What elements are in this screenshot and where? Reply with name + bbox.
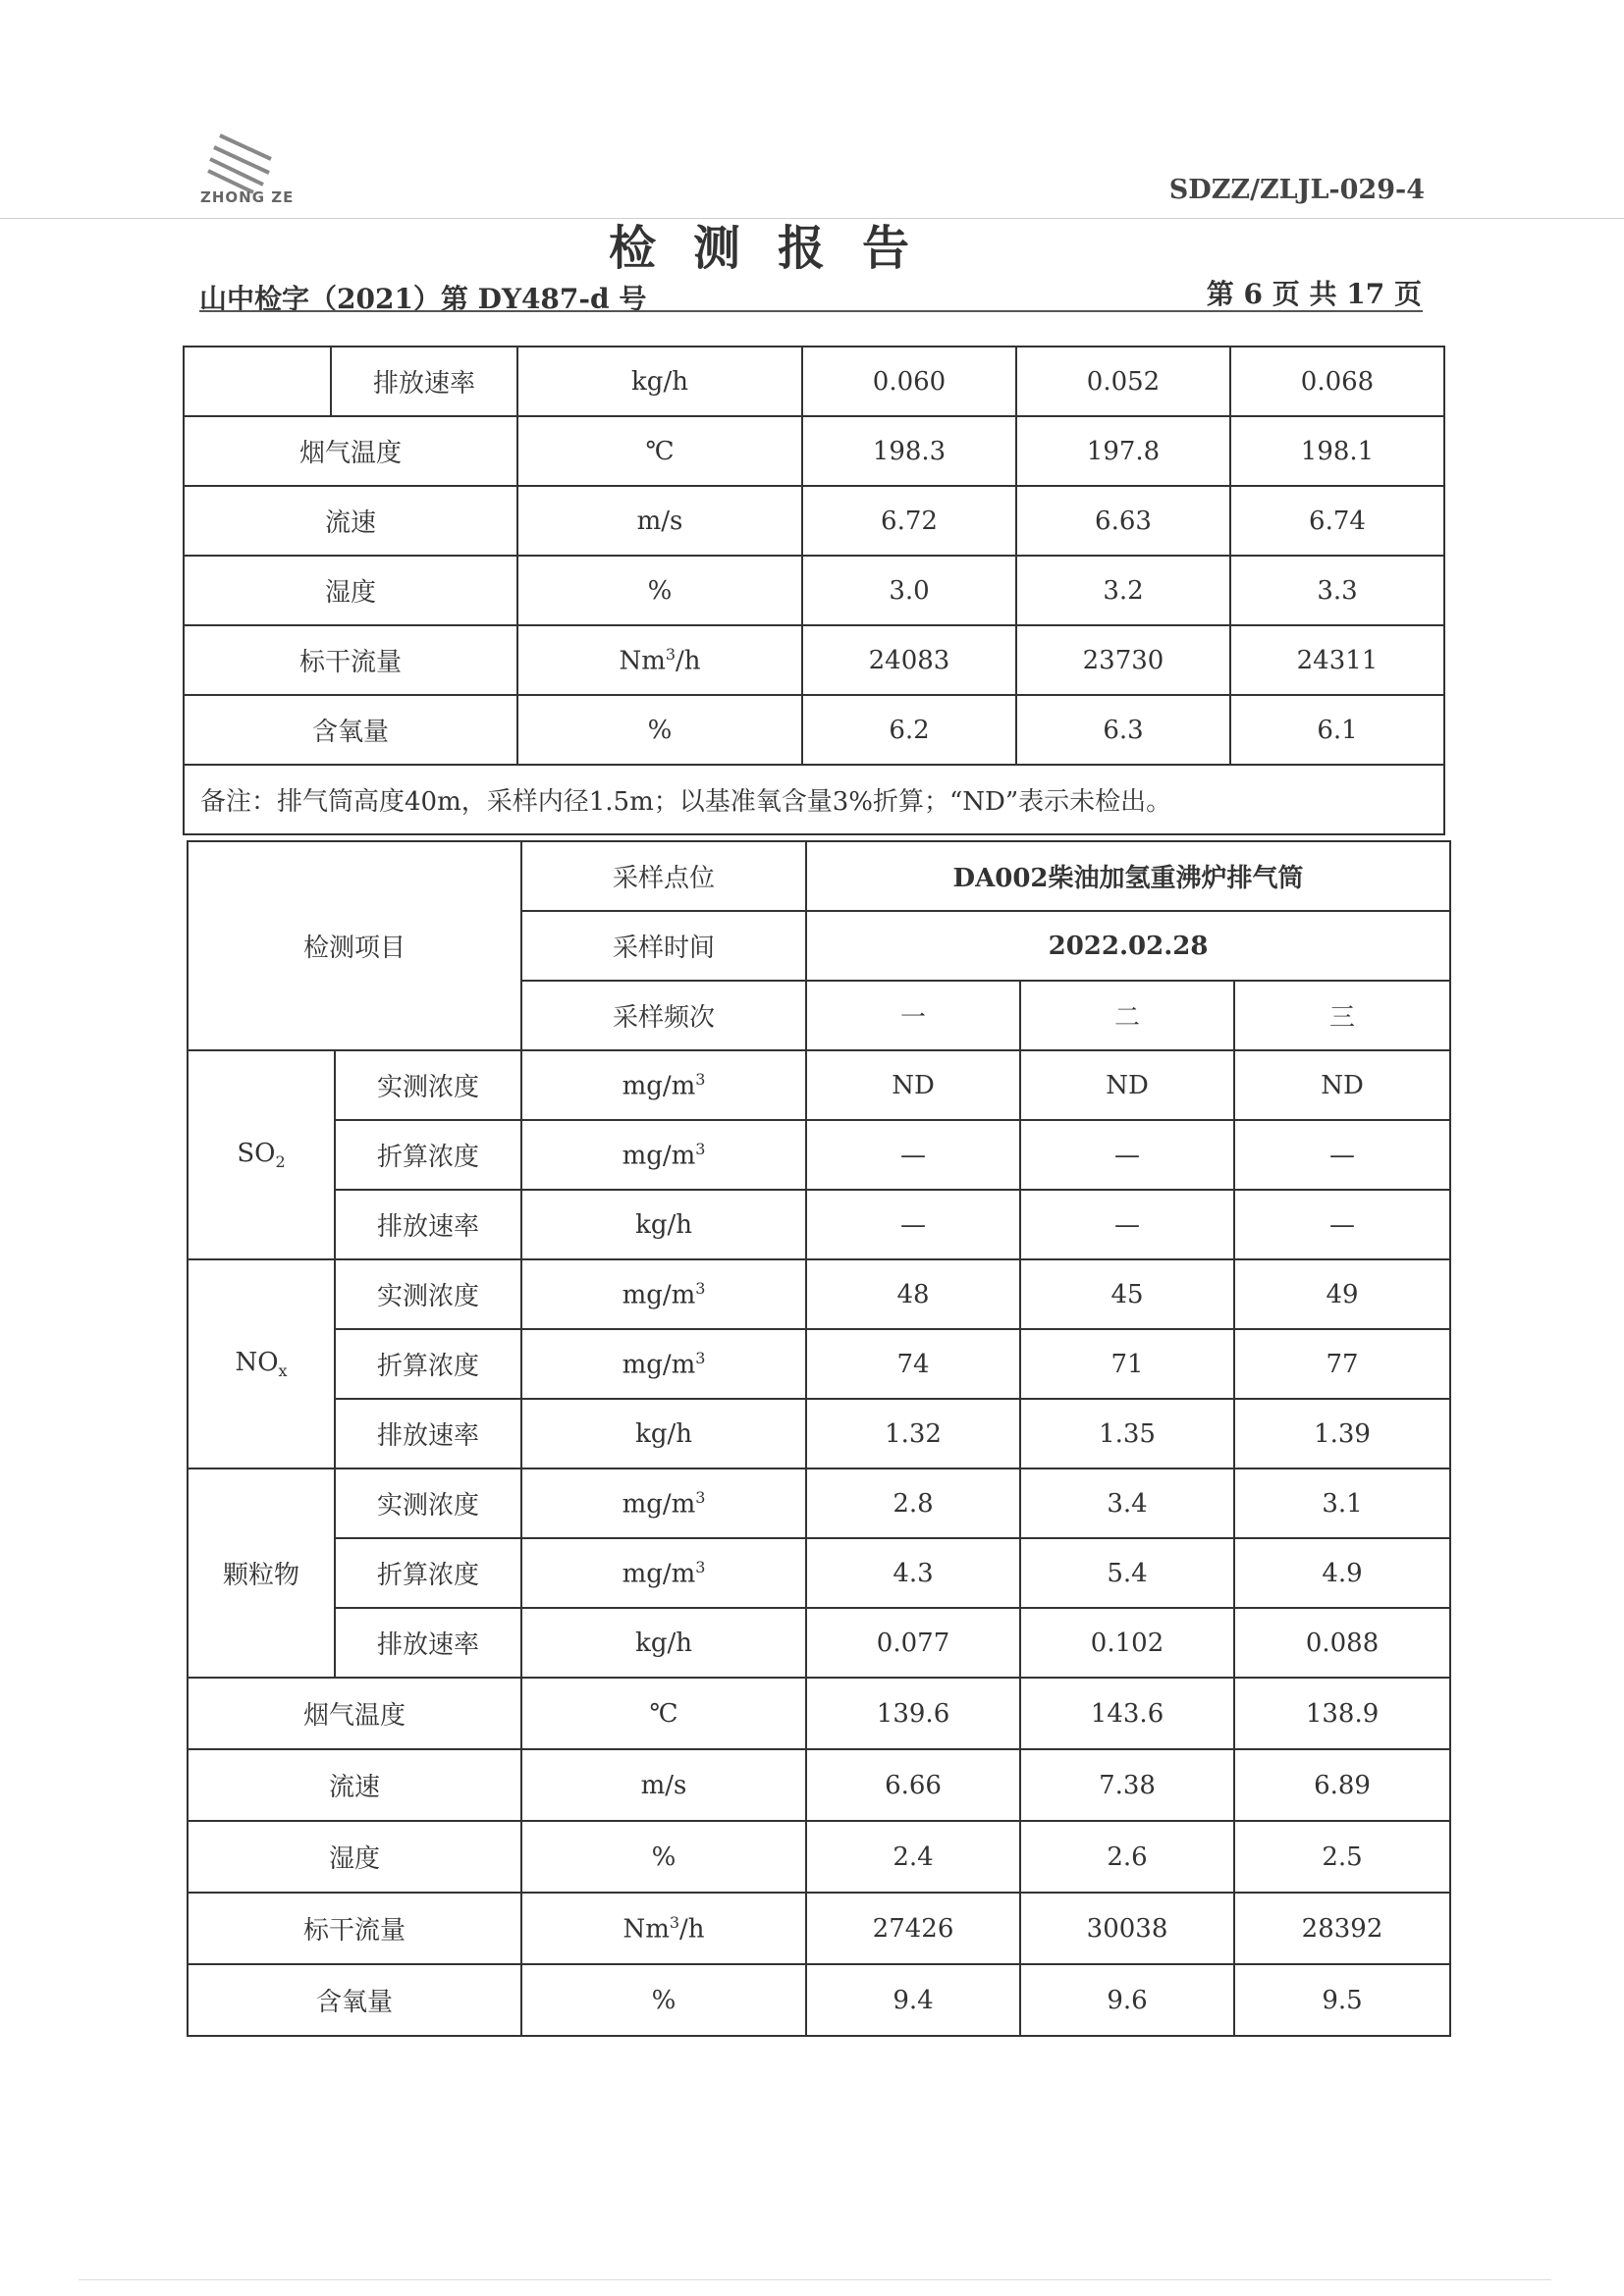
value-cell: 77 <box>1234 1329 1450 1399</box>
value-cell: — <box>1234 1190 1450 1259</box>
value-cell: 2.5 <box>1234 1821 1450 1893</box>
report-number: 山中检字（2021）第 DY487-d 号 <box>199 283 647 315</box>
param-cell: 流速 <box>188 1749 521 1821</box>
table-row <box>188 1190 1450 1259</box>
value-cell: 71 <box>1020 1329 1234 1399</box>
value-cell: 197.8 <box>1016 416 1230 486</box>
value-cell: 6.1 <box>1230 695 1444 765</box>
param-cell: 湿度 <box>188 1821 521 1893</box>
value-cell: 74 <box>806 1329 1020 1399</box>
param-cell: 排放速率 <box>331 347 517 416</box>
value-cell: 139.6 <box>806 1678 1020 1749</box>
time-label: 采样时间 <box>521 911 806 981</box>
param-cell: 排放速率 <box>335 1399 521 1468</box>
param-cell: 实测浓度 <box>335 1259 521 1329</box>
value-cell: 6.2 <box>802 695 1016 765</box>
unit-cell: % <box>517 695 802 765</box>
value-cell: 3.1 <box>1234 1468 1450 1538</box>
value-cell: — <box>806 1190 1020 1259</box>
table-row <box>188 1821 1450 1893</box>
unit-cell: kg/h <box>521 1608 806 1678</box>
table-row <box>188 1329 1450 1399</box>
param-cell: 排放速率 <box>335 1608 521 1678</box>
value-cell: 2.6 <box>1020 1821 1234 1893</box>
param-cell: 标干流量 <box>184 625 517 695</box>
unit-cell: $mg/m^3$ <box>521 1329 806 1399</box>
value-cell: 27426 <box>806 1893 1020 1964</box>
param-cell: 折算浓度 <box>335 1538 521 1608</box>
value-cell: 45 <box>1020 1259 1234 1329</box>
value-cell: ND <box>1234 1050 1450 1120</box>
value-cell: 3.2 <box>1016 556 1230 625</box>
param-cell: 湿度 <box>184 556 517 625</box>
value-cell: 5.4 <box>1020 1538 1234 1608</box>
item-header: 检测项目 <box>188 841 521 1050</box>
value-cell: — <box>1020 1120 1234 1190</box>
value-cell: 6.66 <box>806 1749 1020 1821</box>
note-row <box>184 765 1444 834</box>
results-table-continued <box>183 346 1445 835</box>
param-cell: 实测浓度 <box>335 1050 521 1120</box>
value-cell: 24311 <box>1230 625 1444 695</box>
freq-label: 采样频次 <box>521 981 806 1050</box>
value-cell: 28392 <box>1234 1893 1450 1964</box>
unit-cell: kg/h <box>517 347 802 416</box>
value-cell: 9.6 <box>1020 1964 1234 2036</box>
table-row <box>184 695 1444 765</box>
table-row <box>188 1608 1450 1678</box>
value-cell: 2.4 <box>806 1821 1020 1893</box>
value-cell: 4.3 <box>806 1538 1020 1608</box>
table-row <box>188 1678 1450 1749</box>
time-value: 2022.02.28 <box>806 911 1450 981</box>
point-value: DA002柴油加氢重沸炉排气筒 <box>806 841 1450 911</box>
param-cell: 实测浓度 <box>335 1468 521 1538</box>
page-title: 检测报告 <box>609 221 947 276</box>
table-row <box>188 1893 1450 1964</box>
table-row <box>188 1050 1450 1120</box>
table-row <box>188 1749 1450 1821</box>
value-cell: 9.4 <box>806 1964 1020 2036</box>
value-cell: 1.32 <box>806 1399 1020 1468</box>
value-cell: 0.088 <box>1234 1608 1450 1678</box>
value-cell: 6.89 <box>1234 1749 1450 1821</box>
value-cell: 6.63 <box>1016 486 1230 556</box>
value-cell: 198.1 <box>1230 416 1444 486</box>
value-cell: 3.4 <box>1020 1468 1234 1538</box>
table-row <box>184 625 1444 695</box>
value-cell: 7.38 <box>1020 1749 1234 1821</box>
param-cell: 折算浓度 <box>335 1329 521 1399</box>
group-cell-blank <box>184 347 331 416</box>
unit-cell: $mg/m^3$ <box>521 1050 806 1120</box>
unit-cell: % <box>521 1821 806 1893</box>
value-cell: 198.3 <box>802 416 1016 486</box>
value-cell: ND <box>806 1050 1020 1120</box>
freq-cell: 三 <box>1234 981 1450 1050</box>
value-cell: 138.9 <box>1234 1678 1450 1749</box>
unit-cell: m/s <box>517 486 802 556</box>
value-cell: 0.068 <box>1230 347 1444 416</box>
table-row <box>184 347 1444 416</box>
value-cell: 3.3 <box>1230 556 1444 625</box>
param-cell: 烟气温度 <box>188 1678 521 1749</box>
value-cell: 0.077 <box>806 1608 1020 1678</box>
unit-cell: Nm$^3$/h <box>517 625 802 695</box>
value-cell: 49 <box>1234 1259 1450 1329</box>
param-cell: 标干流量 <box>188 1893 521 1964</box>
value-cell: 3.0 <box>802 556 1016 625</box>
pollutant-particulates: 颗粒物 <box>188 1468 335 1678</box>
value-cell: 0.052 <box>1016 347 1230 416</box>
table-row <box>184 556 1444 625</box>
logo-text: ZHONG ZE <box>200 188 295 206</box>
param-cell: 流速 <box>184 486 517 556</box>
unit-cell: $mg/m^3$ <box>521 1120 806 1190</box>
freq-cell: 二 <box>1020 981 1234 1050</box>
param-cell: 折算浓度 <box>335 1120 521 1190</box>
table-row <box>184 416 1444 486</box>
point-label: 采样点位 <box>521 841 806 911</box>
pollutant-so2: $SO_2$ <box>188 1050 335 1259</box>
value-cell: 9.5 <box>1234 1964 1450 2036</box>
table-row <box>188 1399 1450 1468</box>
table-row <box>188 1538 1450 1608</box>
value-cell: 6.3 <box>1016 695 1230 765</box>
footer-scan-line <box>79 2279 1551 2280</box>
unit-cell: kg/h <box>521 1190 806 1259</box>
value-cell: 48 <box>806 1259 1020 1329</box>
table-header-row <box>188 841 1450 911</box>
param-cell: 烟气温度 <box>184 416 517 486</box>
page-info: 第 6 页 共 17 页 <box>1206 278 1422 310</box>
value-cell: 6.72 <box>802 486 1016 556</box>
value-cell: — <box>1234 1120 1450 1190</box>
unit-cell: $mg/m^3$ <box>521 1468 806 1538</box>
table-row <box>188 1259 1450 1329</box>
subheader-underline <box>199 310 1423 312</box>
value-cell: 143.6 <box>1020 1678 1234 1749</box>
value-cell: 23730 <box>1016 625 1230 695</box>
value-cell: ND <box>1020 1050 1234 1120</box>
freq-cell: 一 <box>806 981 1020 1050</box>
value-cell: 0.102 <box>1020 1608 1234 1678</box>
table-row <box>188 1964 1450 2036</box>
value-cell: 1.39 <box>1234 1399 1450 1468</box>
value-cell: 30038 <box>1020 1893 1234 1964</box>
value-cell: 0.060 <box>802 347 1016 416</box>
value-cell: 2.8 <box>806 1468 1020 1538</box>
value-cell: — <box>1020 1190 1234 1259</box>
param-cell: 含氧量 <box>188 1964 521 2036</box>
unit-cell: % <box>517 556 802 625</box>
unit-cell: $mg/m^3$ <box>521 1538 806 1608</box>
value-cell: 24083 <box>802 625 1016 695</box>
document-code: SDZZ/ZLJL-029-4 <box>1168 175 1425 205</box>
unit-cell: ℃ <box>517 416 802 486</box>
param-cell: 排放速率 <box>335 1190 521 1259</box>
unit-cell: $mg/m^3$ <box>521 1259 806 1329</box>
value-cell: 1.35 <box>1020 1399 1234 1468</box>
table-row <box>184 486 1444 556</box>
unit-cell: m/s <box>521 1749 806 1821</box>
pollutant-nox: $NO_x$ <box>188 1259 335 1468</box>
unit-cell: % <box>521 1964 806 2036</box>
value-cell: — <box>806 1120 1020 1190</box>
unit-cell: ℃ <box>521 1678 806 1749</box>
table-row <box>188 1468 1450 1538</box>
param-cell: 含氧量 <box>184 695 517 765</box>
unit-cell: kg/h <box>521 1399 806 1468</box>
table-note: 备注：排气筒高度40m，采样内径1.5m；以基准氧含量3%折算；“ND”表示未检出。 <box>184 765 1444 834</box>
unit-cell: Nm$^3$/h <box>521 1893 806 1964</box>
value-cell: 6.74 <box>1230 486 1444 556</box>
results-table-da002 <box>187 840 1451 2037</box>
table-row <box>188 1120 1450 1190</box>
value-cell: 4.9 <box>1234 1538 1450 1608</box>
